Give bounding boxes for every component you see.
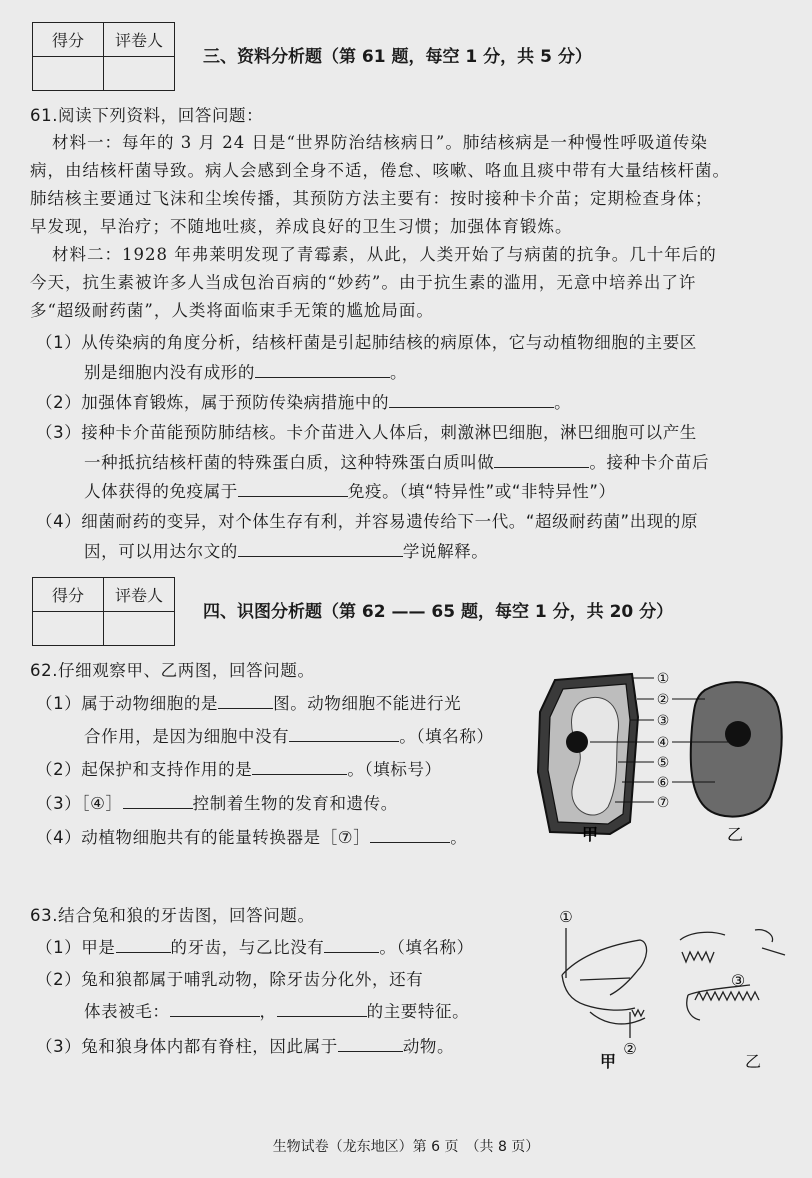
teeth-label-3: ③ [730,971,746,990]
teeth-label-2: ② [623,1040,637,1058]
q61-material2-line2: 今天，抗生素被许多人当成包治百病的“妙药”。由于抗生素的滥用，无意中培养出了许 [30,273,697,292]
q61-sub4-line1: （4）细菌耐药的变异，对个体生存有利，并容易遗传给下一代。“超级耐药菌”出现的原 [36,512,699,531]
answer-blank[interactable] [324,938,379,953]
q61-material1-line1: 材料一：每年的 3 月 24 日是“世界防治结核病日”。肺结核病是一种慢性呼吸道传染 [52,133,708,152]
q62-sub2: （2）起保护和支持作用的是 。（填标号） [36,760,442,779]
cell-diagram [530,662,800,852]
answer-blank[interactable] [238,482,348,497]
grader-header: 评卷人 [104,23,175,57]
q61-sub1-line2: 别是细胞内没有成形的 。 [84,363,408,382]
q62-sub4: （4）动植物细胞共有的能量转换器是［⑦］ 。 [36,828,468,847]
q61-material1-line2: 病，由结核杆菌导致。病人会感到全身不适，倦怠、咳嗽、咯血且痰中带有大量结核杆菌。 [30,161,730,180]
q61-sub2: （2）加强体育锻炼，属于预防传染病措施中的 。 [36,393,572,412]
q61-sub3-line3: 人体获得的免疫属于 免疫。（填“特异性”或“非特异性”） [84,482,616,501]
grader-cell [104,57,175,91]
q61-sub4-line2: 因，可以用达尔文的 学说解释。 [84,542,489,561]
answer-blank[interactable] [277,1002,367,1017]
answer-blank[interactable] [494,453,589,468]
answer-blank[interactable] [123,794,193,809]
cell-label-2: ② [656,692,670,708]
teeth-fig-yi: 乙 [744,1052,762,1071]
q62-intro: 62.仔细观察甲、乙两图，回答问题。 [30,661,315,680]
cell-label-6: ⑥ [656,775,670,791]
q61-sub1-line1: （1）从传染病的角度分析，结核杆菌是引起肺结核的病原体，它与动植物细胞的主要区 [36,333,697,352]
answer-blank[interactable] [252,760,347,775]
grader-cell [104,612,175,646]
section4-title: 四、识图分析题（第 62 —— 65 题，每空 1 分，共 20 分） [203,602,674,622]
answer-blank[interactable] [255,363,390,378]
answer-blank[interactable] [389,393,554,408]
cell-label-4: ④ [656,735,670,751]
cell-label-3: ③ [656,713,670,729]
answer-blank[interactable] [218,694,273,709]
score-cell [33,57,104,91]
teeth-label-1: ① [559,908,573,926]
q63-sub2-line2: 体表被毛： ， 的主要特征。 [84,1002,470,1021]
page-footer: 生物试卷（龙东地区）第 6 页 （共 8 页） [272,1139,540,1155]
q63-sub3: （3）兔和狼身体内都有脊柱，因此属于 动物。 [36,1037,455,1056]
q61-sub3-line2: 一种抵抗结核杆菌的特殊蛋白质，这种特殊蛋白质叫做 。接种卡介苗后 [84,453,710,472]
score-table-section4 [32,577,175,646]
animal-cell-figure [691,682,782,817]
fig-label-yi: 乙 [726,825,744,844]
q63-sub1: （1）甲是 的牙齿，与乙比没有 。（填名称） [36,938,474,957]
cell-label-1: ① [656,671,670,687]
score-header: 得分 [33,578,104,612]
q61-intro: 61.阅读下列资料，回答问题： [30,106,264,125]
score-header: 得分 [33,23,104,57]
q62-sub1-line2: 合作用，是因为细胞中没有 。（填名称） [84,727,494,746]
grader-header: 评卷人 [104,578,175,612]
answer-blank[interactable] [238,542,403,557]
q61-material2-line1: 材料二：1928 年弗莱明发现了青霉素，从此，人类开始了与病菌的抗争。几十年后的 [52,245,717,264]
q61-material1-line3: 肺结核主要通过飞沫和尘埃传播，其预防方法主要有：按时接种卡介苗；定期检查身体； [30,189,713,208]
plant-cell-figure [538,674,638,834]
q62-sub1-line1: （1）属于动物细胞的是 图。动物细胞不能进行光 [36,694,462,713]
cell-label-5: ⑤ [656,755,670,771]
q63-sub2-line1: （2）兔和狼都属于哺乳动物，除牙齿分化外，还有 [36,970,424,989]
section3-title: 三、资料分析题（第 61 题，每空 1 分，共 5 分） [203,47,592,67]
q62-sub3: （3）［④］ 控制着生物的发育和遗传。 [36,794,398,813]
answer-blank[interactable] [116,938,171,953]
q61-material1-line4: 早发现，早治疗；不随地吐痰，养成良好的卫生习惯；加强体育锻炼。 [30,217,573,236]
teeth-fig-jia: 甲 [599,1052,617,1071]
q61-material2-line3: 多“超级耐药菌”，人类将面临束手无策的尴尬局面。 [30,301,434,320]
q63-intro: 63.结合兔和狼的牙齿图，回答问题。 [30,906,315,925]
score-table-section3 [32,22,175,91]
score-cell [33,612,104,646]
q61-sub3-line1: （3）接种卡介苗能预防肺结核。卡介苗进入人体后，刺激淋巴细胞，淋巴细胞可以产生 [36,423,697,442]
answer-blank[interactable] [289,727,399,742]
answer-blank[interactable] [170,1002,260,1017]
answer-blank[interactable] [370,828,450,843]
teeth-diagram [550,900,800,1080]
fig-label-jia: 甲 [581,825,599,844]
answer-blank[interactable] [338,1037,403,1052]
rabbit-skull-figure [562,928,647,1038]
cell-label-7: ⑦ [656,795,670,811]
